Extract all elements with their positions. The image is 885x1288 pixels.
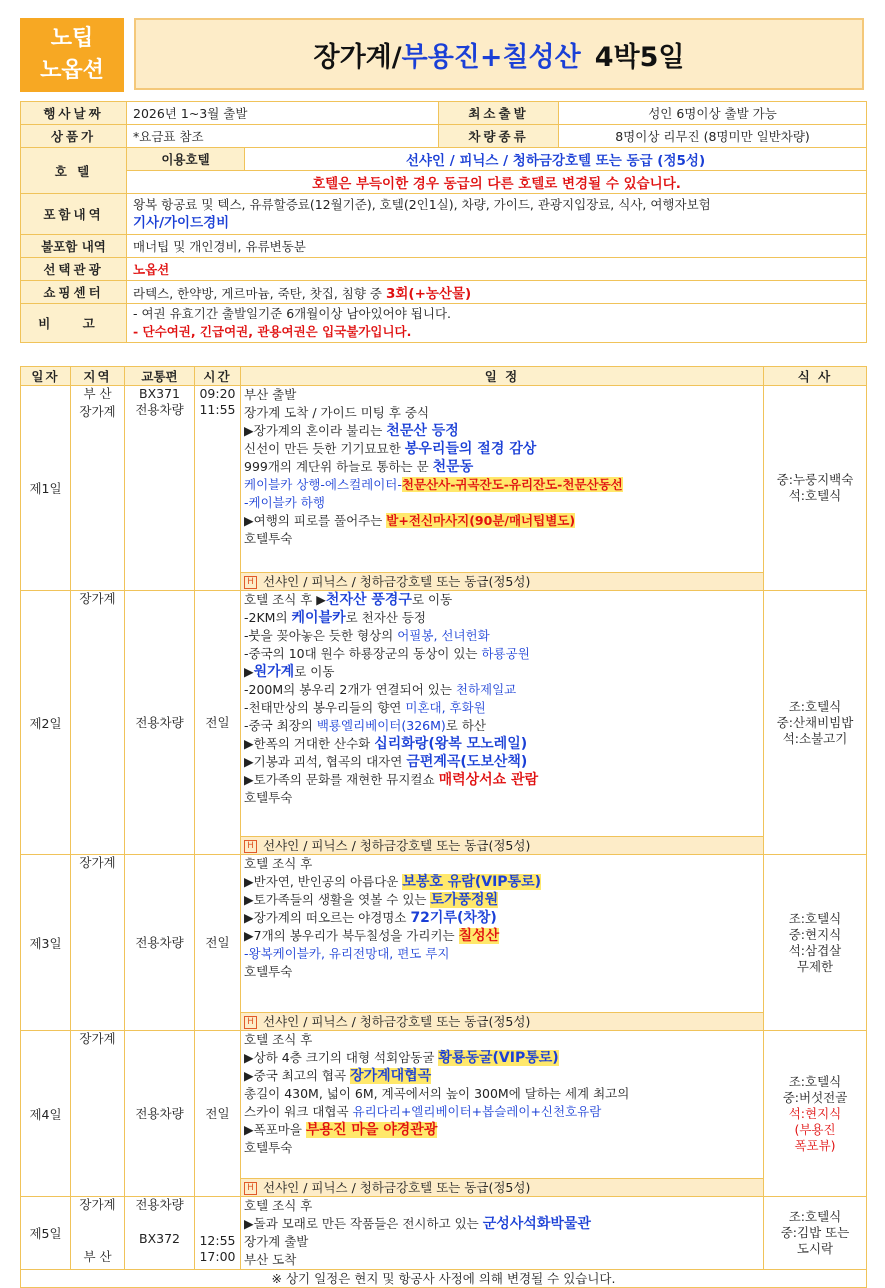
itinerary-line — [244, 1251, 760, 1269]
itinerary-cell — [241, 386, 764, 573]
note-line1: - 여권 유효기간 출발일기준 6개월이상 남아있어야 됩니다. — [133, 306, 452, 321]
badge-line2: 노옵션 — [40, 58, 104, 83]
transport-cell — [125, 591, 195, 855]
itinerary-text: 천자산 풍경구 — [325, 592, 412, 608]
itinerary-text: 장가계대협곡 — [350, 1068, 432, 1084]
header-day: 일자 — [21, 367, 71, 386]
itinerary-line — [244, 458, 760, 476]
itinerary-text: 원가계 — [253, 664, 295, 680]
region-line1: 장가계 — [79, 591, 116, 606]
time-line2: 17:00 — [199, 1249, 236, 1264]
itinerary-text: ▶토가족의 문화를 재현한 뮤지컬쇼 — [244, 772, 439, 787]
transport-line1: 전용차량 — [135, 1197, 184, 1212]
itinerary-line — [244, 645, 760, 663]
transport-line2: 전용차량 — [135, 714, 184, 730]
shopping-value: 라텍스, 한약방, 게르마늄, 죽탄, 찻집, 침향 중 — [133, 286, 382, 301]
itinerary-line — [244, 681, 760, 699]
info-row-shopping — [21, 281, 867, 304]
time-line2: 전일 — [205, 714, 230, 730]
note-line2: - 단수여권, 긴급여권, 관용여권은 입국불가입니다. — [133, 324, 412, 339]
itinerary-line — [244, 771, 760, 789]
included-extra: 기사/가이드경비 — [133, 215, 230, 231]
itinerary-text: 로 천자산 등정 — [345, 610, 427, 625]
meal-line: 중:현지식 — [788, 926, 842, 942]
meal-line: 석:삼겹살 — [788, 942, 842, 958]
itinerary-text: ▶중국 최고의 협곡 — [244, 1068, 351, 1083]
meal-line: 조:호텔식 — [788, 1073, 842, 1089]
itinerary-text: -중국의 10대 원수 하룡장군의 동상이 있는 — [244, 646, 482, 661]
itinerary-text: 케이블카 상행-에스컬레이터- — [244, 477, 402, 492]
itinerary-text: 케이블카 — [291, 610, 346, 626]
itinerary-text: 총길이 430M, 넓이 6M, 계곡에서의 높이 300M에 달하는 세계 최고의 — [244, 1086, 630, 1101]
itinerary-text: ▶토가족들의 생활을 엿볼 수 있는 — [244, 892, 431, 907]
region-cell — [71, 855, 125, 1031]
itinerary-line — [244, 591, 760, 609]
itinerary-text: ▶폭포마을 — [244, 1122, 306, 1137]
info-row-included — [21, 194, 867, 235]
hotel-line: 선샤인 / 피닉스 / 청하금강호텔 또는 동급(정5성) — [263, 838, 531, 853]
region-line1: 장가계 — [79, 855, 116, 870]
meal-line: 도시락 — [796, 1241, 834, 1256]
title-part2: 부용진+칠성산 — [401, 41, 581, 73]
meal-line: 조:호텔식 — [788, 1209, 842, 1224]
itinerary-cell — [241, 1031, 764, 1179]
itinerary-text: 로 이동 — [294, 664, 335, 679]
itinerary-text: 호텔 조식 후 — [244, 1198, 313, 1213]
itinerary-text: 보봉호 유람(VIP통로) — [402, 874, 541, 890]
region-cell — [71, 591, 125, 855]
shopping-extra: 3회(+농산물) — [385, 286, 472, 302]
itinerary-text: 발+전신마사지(90분/매너팁별도) — [386, 513, 576, 528]
badge-line1: 노팁 — [50, 26, 94, 51]
itinerary-text: 토가풍정원 — [430, 892, 499, 908]
itinerary-text: -천태만상의 봉우리들의 향연 — [244, 700, 406, 715]
info-table — [20, 101, 867, 343]
meal-cell — [764, 386, 867, 591]
region-cell — [71, 1031, 125, 1197]
region-line1: 부 산 — [83, 386, 112, 401]
itinerary-text: 호텔투숙 — [244, 790, 293, 805]
itinerary-line — [244, 422, 760, 440]
itinerary-text: 스카이 워크 대협곡 — [244, 1104, 353, 1119]
day-label: 제1일 — [21, 386, 71, 591]
itinerary-text: -왕복케이블카, 유리전망대, 편도 루지 — [244, 946, 450, 961]
itinerary-line — [244, 404, 760, 422]
header-itinerary: 일 정 — [241, 367, 764, 386]
itinerary-line — [244, 789, 760, 807]
schedule-header — [21, 367, 867, 386]
itinerary-line — [244, 717, 760, 735]
itinerary-text: 부산 도착 — [244, 1252, 297, 1267]
itinerary-text: ▶장가계의 혼이라 불리는 — [244, 423, 387, 438]
info-row-note — [21, 304, 867, 343]
itinerary-text: ▶여행의 피로를 풀어주는 — [244, 513, 387, 528]
time-cell — [195, 1197, 241, 1270]
meal-line: 석:호텔식 — [788, 488, 842, 503]
itinerary-line — [244, 494, 760, 512]
itinerary-text: 호텔투숙 — [244, 964, 293, 979]
itinerary-text: 봉우리들의 절경 감상 — [404, 441, 537, 457]
itinerary-line — [244, 627, 760, 645]
itinerary-text: 로 하산 — [445, 718, 486, 733]
meal-line: 무제한 — [796, 958, 834, 974]
optional-value: 노옵션 — [127, 258, 867, 281]
itinerary-line — [244, 1103, 760, 1121]
region-line2: 부 산 — [83, 1249, 112, 1264]
itinerary-line — [244, 663, 760, 681]
itinerary-line — [244, 1139, 760, 1157]
meal-line: 중:버섯전골 — [782, 1089, 848, 1105]
hotel-note: 호텔은 부득이한 경우 동급의 다른 호텔로 변경될 수 있습니다. — [127, 171, 867, 194]
hotel-icon: H — [244, 1182, 257, 1195]
no-tip-badge — [20, 18, 124, 92]
itinerary-text: 장가계 출발 — [244, 1234, 309, 1249]
info-row-hotel-note — [21, 171, 867, 194]
date-label: 행사날짜 — [21, 102, 127, 125]
transport-cell — [125, 855, 195, 1031]
itinerary-line — [244, 909, 760, 927]
itinerary-text: 매력상서쇼 관람 — [438, 772, 539, 788]
meal-line: 석:소불고기 — [782, 730, 848, 746]
region-line2: 장가계 — [79, 404, 116, 419]
hotel-sub-label: 이용호텔 — [127, 148, 245, 171]
transport-line2: 전용차량 — [135, 402, 184, 417]
itinerary-line — [244, 699, 760, 717]
schedule-day-row — [21, 1031, 867, 1179]
itinerary-text: -붓을 꽂아놓은 듯한 형상의 — [244, 628, 398, 643]
shopping-label: 쇼핑센터 — [21, 281, 127, 304]
itinerary-line — [244, 735, 760, 753]
region-cell — [71, 1197, 125, 1270]
info-row-optional — [21, 258, 867, 281]
itinerary-text: 천하제일교 — [455, 682, 517, 697]
itinerary-text: 금편계곡(도보산책) — [406, 754, 528, 770]
transport-line2: BX372 — [139, 1231, 180, 1246]
time-cell — [195, 386, 241, 591]
header-time: 시간 — [195, 367, 241, 386]
itinerary-cell — [241, 1197, 764, 1270]
itinerary-text: 호텔 조식 후 ▶ — [244, 592, 326, 607]
itinerary-line — [244, 873, 760, 891]
info-row-date — [21, 102, 867, 125]
itinerary-text: 72기루(차창) — [410, 910, 497, 926]
meal-line: 중:누룽지백숙 — [776, 472, 854, 487]
time-line1: 09:20 — [199, 386, 236, 401]
itinerary-text: ▶반자연, 반인공의 아름다운 — [244, 874, 403, 889]
itinerary-text: 부용진 마을 야경관광 — [305, 1122, 438, 1138]
itinerary-text: ▶7개의 봉우리가 북두칠성을 가리키는 — [244, 928, 459, 943]
hotel-icon: H — [244, 840, 257, 853]
itinerary-line — [244, 1049, 760, 1067]
transport-line2: 전용차량 — [135, 934, 184, 950]
itinerary-text: 호텔 조식 후 — [244, 1032, 313, 1047]
region-cell — [71, 386, 125, 591]
page-title — [134, 18, 864, 90]
itinerary-line — [244, 440, 760, 458]
header-transport: 교통편 — [125, 367, 195, 386]
itinerary-text: 천문산사-귀곡잔도-유리잔도-천문산동선 — [401, 477, 623, 492]
itinerary-line — [244, 927, 760, 945]
itinerary-line — [244, 1085, 760, 1103]
included-label: 포함내역 — [21, 194, 127, 235]
hotel-icon: H — [244, 576, 257, 589]
shopping-cell — [127, 281, 867, 304]
itinerary-text: ▶장가계의 떠오르는 야경명소 — [244, 910, 411, 925]
itinerary-text: 백룡엘리베이터(326M) — [316, 718, 446, 733]
header-region: 지역 — [71, 367, 125, 386]
note-label: 비 고 — [21, 304, 127, 343]
itinerary-line — [244, 609, 760, 627]
meal-line: 중:산채비빔밥 — [776, 714, 854, 730]
included-cell — [127, 194, 867, 235]
included-value: 왕복 항공료 및 텍스, 유류할증료(12월기준), 호텔(2인1실), 차량, 가이드, 관광지입장료, 식사, 여행자보험 — [133, 197, 711, 212]
vehicle-value: 8명이상 리무진 (8명미만 일반차량) — [559, 125, 867, 148]
footnote-row — [21, 1270, 867, 1288]
itinerary-text: 천문산 등정 — [386, 423, 459, 439]
itinerary-line — [244, 476, 760, 494]
itinerary-line — [244, 1067, 760, 1085]
hotel-line-cell — [241, 573, 764, 591]
itinerary-text: 호텔투숙 — [244, 531, 293, 546]
itinerary-text: -2KM의 — [244, 610, 292, 625]
info-row-price — [21, 125, 867, 148]
itinerary-text: 칠성산 — [458, 928, 500, 944]
itinerary-text: -중국 최장의 — [244, 718, 317, 733]
itinerary-line — [244, 386, 760, 404]
itinerary-text: 군성사석화박물관 — [482, 1216, 591, 1232]
itinerary-line — [244, 855, 760, 873]
itinerary-text: 호텔 조식 후 — [244, 856, 313, 871]
itinerary-text: 999개의 계단위 하늘로 통하는 문 — [244, 459, 433, 474]
day-label: 제4일 — [21, 1031, 71, 1197]
hotel-line-cell — [241, 1179, 764, 1197]
time-cell — [195, 591, 241, 855]
meal-cell — [764, 591, 867, 855]
region-line1: 장가계 — [79, 1197, 116, 1212]
itinerary-text: -케이블카 하행 — [244, 495, 325, 510]
itinerary-text: 장가계 도착 / 가이드 미팅 후 중식 — [244, 405, 430, 420]
meal-cell — [764, 855, 867, 1031]
itinerary-line — [244, 945, 760, 963]
time-line1: 12:55 — [199, 1233, 236, 1248]
min-value: 성인 6명이상 출발 가능 — [559, 102, 867, 125]
schedule-day-row — [21, 855, 867, 1013]
hotel-value: 선샤인 / 피닉스 / 청하금강호텔 또는 동급 (정5성) — [245, 148, 867, 171]
hotel-line: 선샤인 / 피닉스 / 청하금강호텔 또는 동급(정5성) — [263, 1180, 531, 1195]
excluded-value: 매너팁 및 개인경비, 유류변동분 — [127, 235, 867, 258]
itinerary-line — [244, 530, 760, 548]
itinerary-text: 하룡공원 — [481, 646, 530, 661]
optional-label: 선택관광 — [21, 258, 127, 281]
header-meal: 식 사 — [764, 367, 867, 386]
itinerary-text: 미혼대, 후화원 — [405, 700, 486, 715]
time-cell — [195, 1031, 241, 1197]
meal-line-special: 석:현지식 — [788, 1105, 842, 1121]
itinerary-text: 유리다리+엘리베이터+봅슬레이+신천호유람 — [352, 1104, 602, 1119]
itinerary-text: 로 이동 — [411, 592, 453, 607]
meal-line-special: (부용진 — [794, 1121, 836, 1137]
itinerary-text: 천문동 — [432, 459, 474, 475]
note-cell — [127, 304, 867, 343]
vehicle-label: 차량종류 — [439, 125, 559, 148]
itinerary-text: -200M의 봉우리 2개가 연결되어 있는 — [244, 682, 456, 697]
itinerary-cell — [241, 855, 764, 1013]
itinerary-text: 황룡동굴(VIP통로) — [438, 1050, 559, 1066]
region-line1: 장가계 — [79, 1031, 116, 1046]
itinerary-line — [244, 1121, 760, 1139]
day-label: 제2일 — [21, 591, 71, 855]
info-row-excluded — [21, 235, 867, 258]
hotel-line: 선샤인 / 피닉스 / 청하금강호텔 또는 동급(정5성) — [263, 574, 531, 589]
title-part3: 4박5일 — [594, 41, 685, 73]
schedule-day-row — [21, 591, 867, 837]
itinerary-line — [244, 1233, 760, 1251]
transport-line2: 전용차량 — [135, 1105, 184, 1121]
itinerary-text: ▶ — [244, 664, 254, 679]
itinerary-line — [244, 891, 760, 909]
meal-line: 조:호텔식 — [788, 698, 842, 714]
hotel-line-cell — [241, 837, 764, 855]
time-line2: 전일 — [205, 1105, 230, 1121]
day-label: 제5일 — [21, 1197, 71, 1270]
itinerary-line — [244, 1197, 760, 1215]
schedule-table — [20, 366, 867, 1288]
price-label: 상품가 — [21, 125, 127, 148]
itinerary-line — [244, 1031, 760, 1049]
footnote: ※ 상기 일정은 현지 및 항공사 사정에 의해 변경될 수 있습니다. — [21, 1270, 867, 1288]
hotel-label: 호 텔 — [21, 148, 127, 194]
meal-line: 중:김밥 또는 — [780, 1225, 850, 1240]
itinerary-line — [244, 753, 760, 771]
meal-line-special: 폭포뷰) — [794, 1137, 836, 1153]
itinerary-text: ▶돌과 모래로 만든 작품들은 전시하고 있는 — [244, 1216, 483, 1231]
transport-line1: BX371 — [139, 386, 180, 401]
price-value: *요금표 참조 — [127, 125, 439, 148]
itinerary-text: ▶한폭의 거대한 산수화 — [244, 736, 375, 751]
time-cell — [195, 855, 241, 1031]
itinerary-text: 십리화랑(왕복 모노레일) — [374, 736, 528, 752]
hotel-line: 선샤인 / 피닉스 / 청하금강호텔 또는 동급(정5성) — [263, 1014, 531, 1029]
title-part1: 장가계/ — [313, 41, 402, 73]
info-row-hotel — [21, 148, 867, 171]
itinerary-text: 호텔투숙 — [244, 1140, 293, 1155]
time-line2: 전일 — [205, 934, 230, 950]
itinerary-text: 신선이 만든 듯한 기기묘묘한 — [244, 441, 405, 456]
transport-cell — [125, 386, 195, 591]
meal-cell — [764, 1031, 867, 1197]
itinerary-text: ▶기봉과 괴석, 협곡의 대자연 — [244, 754, 407, 769]
schedule-day-row — [21, 386, 867, 573]
meal-cell — [764, 1197, 867, 1270]
itinerary-cell — [241, 591, 764, 837]
transport-cell — [125, 1197, 195, 1270]
itinerary-line — [244, 512, 760, 530]
transport-cell — [125, 1031, 195, 1197]
day-label: 제3일 — [21, 855, 71, 1031]
schedule-day-row — [21, 1197, 867, 1270]
hotel-icon: H — [244, 1016, 257, 1029]
date-value: 2026년 1~3월 출발 — [127, 102, 439, 125]
itinerary-text: 어필봉, 선녀헌화 — [397, 628, 490, 643]
time-line2: 11:55 — [199, 402, 236, 417]
min-label: 최소출발 — [439, 102, 559, 125]
itinerary-text: ▶상하 4층 크기의 대형 석회암동굴 — [244, 1050, 439, 1065]
itinerary-line — [244, 1215, 760, 1233]
meal-line: 조:호텔식 — [788, 910, 842, 926]
excluded-label: 불포함 내역 — [21, 235, 127, 258]
itinerary-text: 부산 출발 — [244, 387, 297, 402]
hotel-line-cell — [241, 1013, 764, 1031]
itinerary-line — [244, 963, 760, 981]
